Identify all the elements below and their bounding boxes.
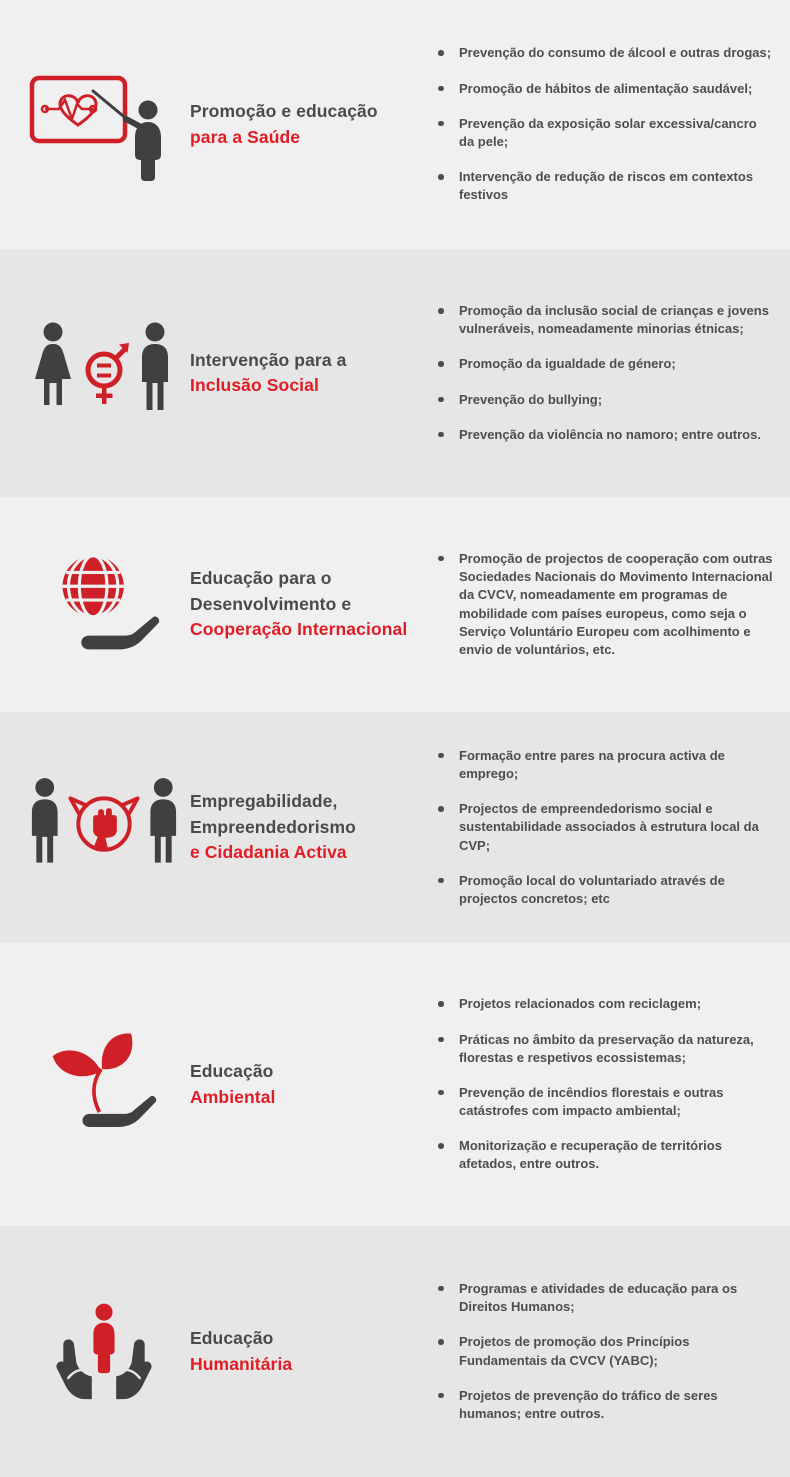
bullet-list (435, 533, 790, 676)
section-employability (0, 712, 790, 943)
section-title-line: Empregabilidade, (190, 791, 338, 812)
section-title (190, 566, 435, 642)
bullet-item: Prevenção do consumo de álcool e outras drogas; (435, 44, 775, 62)
section-title-line: Educação (190, 1061, 274, 1082)
bullet-item: Projetos de prevenção do tráfico de seres humanos; entre outros. (435, 1387, 775, 1423)
section-title-line: Intervenção para a (190, 349, 347, 370)
bullet-item: Promoção de projectos de cooperação com outras Sociedades Nacionais do Movimento Internacional da CVCV, nomeadamente em programas de mobilidade com países europeus, como seja o Serviço Voluntário Europeu com acolhimento e envio de voluntários, etc. (435, 550, 775, 659)
bullet-item: Prevenção da violência no namoro; entre outros. (435, 426, 775, 444)
section-title-red-line: Cooperação Internacional (190, 619, 408, 640)
bullet-list (435, 730, 790, 925)
bullet-item: Intervenção de redução de riscos em contextos festivos (435, 168, 775, 204)
health-presentation-icon (18, 69, 190, 181)
section-title-red-line: para a Saúde (190, 126, 301, 147)
bullet-list (435, 978, 790, 1190)
bullet-item: Prevenção da exposição solar excessiva/cancro da pele; (435, 115, 775, 151)
section-title-line: Desenvolvimento e (190, 593, 352, 614)
section-title-red-line: Humanitária (190, 1353, 293, 1374)
globe-in-hand-icon (18, 546, 190, 664)
section-title (190, 1326, 435, 1377)
bullet-list (435, 1263, 790, 1440)
bullet-item: Promoção da inclusão social de crianças e jovens vulneráveis, nomeadamente minorias étnicas; (435, 302, 775, 338)
section-title (190, 789, 435, 865)
bullet-item: Prevenção do bullying; (435, 391, 775, 409)
section-international-cooperation (0, 497, 790, 712)
bullet-item: Programas e atividades de educação para os Direitos Humanos; (435, 1280, 775, 1316)
section-social-inclusion (0, 249, 790, 497)
bullet-list (435, 285, 790, 461)
bullet-item: Promoção local do voluntariado através de projectos concretos; etc (435, 872, 775, 908)
gender-equality-icon (18, 317, 190, 429)
section-health (0, 0, 790, 249)
person-in-hands-icon (18, 1290, 190, 1414)
section-title-line: Empreendedorismo (190, 816, 356, 837)
section-environmental (0, 943, 790, 1226)
bullet-list (435, 27, 790, 221)
section-title-line: Educação (190, 1328, 274, 1349)
bullet-item: Monitorização e recuperação de territórios afetados, entre outros. (435, 1137, 775, 1173)
section-title-red-line: Ambiental (190, 1086, 276, 1107)
bullet-item: Projetos relacionados com reciclagem; (435, 995, 775, 1013)
section-title (190, 1059, 435, 1110)
bullet-item: Promoção da igualdade de género; (435, 355, 775, 373)
section-title-line: Educação para o (190, 568, 332, 589)
section-title-red-line: Inclusão Social (190, 375, 319, 395)
section-title (190, 99, 435, 150)
section-humanitarian (0, 1226, 790, 1477)
fist-speech-bubble-icon (18, 772, 190, 884)
bullet-item: Formação entre pares na procura activa de emprego; (435, 747, 775, 783)
leaf-in-hand-icon (18, 1026, 190, 1144)
bullet-item: Projetos de promoção dos Princípios Fundamentais da CVCV (YABC); (435, 1333, 775, 1369)
bullet-item: Práticas no âmbito da preservação da natureza, florestas e respetivos ecossistemas; (435, 1031, 775, 1067)
section-title-line: Promoção e educação (190, 101, 378, 122)
section-title-red-line: e Cidadania Activa (190, 842, 347, 863)
bullet-item: Projectos de empreendedorismo social e sustentabilidade associados à estrutura local da CVP; (435, 800, 775, 855)
bullet-item: Promoção de hábitos de alimentação saudável; (435, 80, 775, 98)
bullet-item: Prevenção de incêndios florestais e outras catástrofes com impacto ambiental; (435, 1084, 775, 1120)
section-title (190, 348, 435, 399)
